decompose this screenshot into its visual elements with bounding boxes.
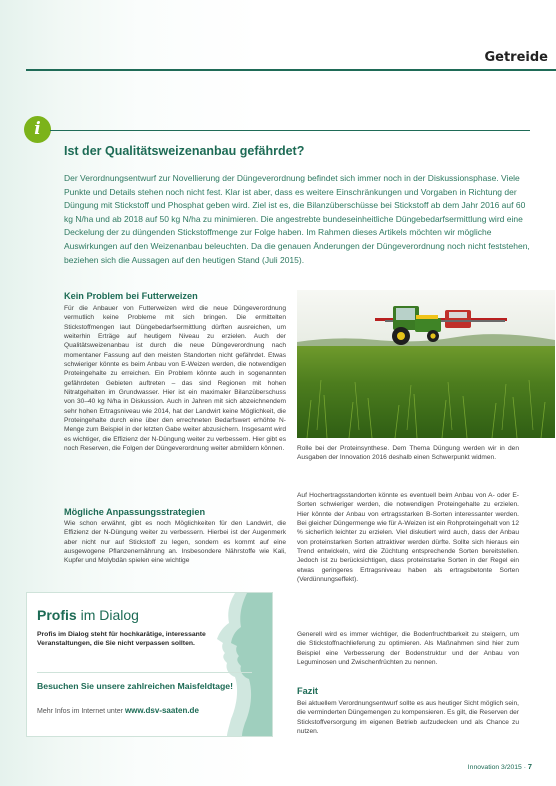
- profis-link-prefix: Mehr Infos im Internet unter: [37, 708, 125, 715]
- profis-divider: [37, 672, 252, 673]
- info-rule: [50, 130, 530, 131]
- article-lead: Der Verordnungsentwurf zur Novellierung der Düngeverordnung befindet sich immer noch in der Diskussionsphase. Viele Punkte und Details stehen noch nicht fest. Klar ist aber, dass es weitere Einschränkungen und Vorgaben in Richtung der Düngung mit Stickstoff und Phosphat geben wird. Ziel ist es, die Bilanzüberschüsse bei Stickstoff ab dem Jahr 2016 auf 60 kg N/ha und ab 2018 auf 50 kg N/ha zu minimieren. Die angestrebte bundeseinheitliche Düngebedarfsermittlung wird eine Deckelung der zu düngenden Stickstoffmenge zur Folge haben. Im Rahmen dieses Artikels möchten wir mögliche Auswirkungen auf den Weizenanbau beleuchten. Da die genauen Änderungen der Düngeverordnung noch nicht feststehen, beziehen sich die Aussagen auf den heutigen Stand (Juli 2015).: [64, 173, 530, 265]
- profis-title-bold: Profis: [37, 607, 77, 623]
- right-col-paragraph-2: Auf Hochertragsstandorten könnte es eventuell beim Anbau von A- oder E-Sorten schwieriger werden, die notwendigen Proteingehalte zu erzielen. Hier könnte der Anbau von ertragsstarken B-Sorten interessanter werden. Bei gleicher Düngermenge wie für A-Weizen ist ein Rohproteingehalt von 12 % sicherlich leichter zu erzielen. Viel diskutiert wird auch, dass der Anbau von proteinstarken Sorten attraktiver werden dürfte. Sollte sich hieraus ein Trend entwickeln, wird die Züchtung entsprechende Sorten bereitstellen. Jedoch ist zu berücksichtigen, dass proteinstarke Sorten in der Regel ein etwas geringeres Ertragsniveau haben als ertragsbetonte Sorten (Verdünnungseffekt).: [297, 492, 519, 584]
- profis-title: [37, 607, 139, 623]
- profis-title-rest: im Dialog: [76, 607, 139, 623]
- right-col-paragraph-3: Generell wird es immer wichtiger, die Bodenfruchtbarkeit zu steigern, um die Stickstoffnachlieferung zu optimieren. Als Maßnahmen sind hier zum Beispiel eine Verbesserung der Bodenstruktur und der Anbau von Leguminosen und Zwischenfrüchten zu nennen.: [297, 631, 519, 667]
- profis-im-dialog-box: [26, 592, 273, 737]
- article-title: Ist der Qualitätsweizenanbau gefährdet?: [64, 144, 305, 158]
- profis-call-to-action: Besuchen Sie unsere zahlreichen Maisfeldtage!: [37, 681, 234, 691]
- fazit-heading: Fazit: [297, 686, 318, 696]
- section-header: Getreide: [484, 50, 548, 65]
- profis-website-link[interactable]: www.dsv-saaten.de: [124, 706, 199, 715]
- right-col-paragraph-1: Rolle bei der Proteinsynthese. Dem Thema Düngung werden wir in den Ausgaben der Innovation 2016 deshalb einen Schwerpunkt widmen.: [297, 445, 519, 462]
- info-icon: i: [24, 116, 51, 143]
- section-body-anpassung: Wie schon erwähnt, gibt es noch Möglichkeiten für den Landwirt, die Effizienz der N-Düngung weiter zu verbessern. Hierbei ist der Augenmerk aber nicht nur auf Stickstoff zu legen, sondern es kommt auf eine ausgewogene Pflanzenernährung an. Insbesondere Nährstoffe wie Kali, Kupfer und Molybdän spielen eine wichtige: [64, 520, 286, 565]
- section-body-futterweizen: Für die Anbauer von Futterweizen wird die neue Düngeverordnung vermutlich keine Probleme mit sich bringen. Die ermittelten Stickstoffmengen laut Düngebedarfsermittlung dürften ausreichen, um weiterhin Erträge auf heutigem Niveau zu erzielen. Auch der Qualitätsweizenanbau ist durch die neue Düngeverordnung nach momentaner Fassung auf den meisten Standorten nicht gefährdet. Etwas schwieriger könnte es beim Anbau von E-Weizen werden, die notwendigen Proteingehalte zu erreichen. Ein Problem könnte auch in sogenannten gefährdeten Gebieten auftreten – das sind Regionen mit hohen Nitratgehalten im Grundwasser. Hier ist ein maximaler Bilanzüberschuss von 30–40 kg N/ha in Diskussion. Auch in Jahren mit sich abzeichnendem sehr hohen Ertragsniveau wie 2014, hat der Landwirt keine Möglichkeit, die Proteingehalte durch eine über den errechneten Bedarfswert erhöhte N-Menge zum Beispiel in der letzten Gabe weiter abzusichern. Insgesamt wird es wichtiger, die Effizienz der N-Düngung weiter zu verbessern. Hier gibt es noch Reserven, die Folgen der Düngeverordnung weiter abmildern können.: [64, 305, 286, 453]
- page-footer: [468, 762, 532, 771]
- header-rule: [26, 69, 556, 71]
- profis-info-line: [37, 706, 199, 715]
- page-number: 7: [527, 762, 532, 771]
- footer-label: Innovation 3/2015 ·: [467, 764, 528, 771]
- section-heading-anpassung: Mögliche Anpassungsstrategien: [64, 507, 206, 517]
- fazit-body: Bei aktuellem Verordnungsentwurf sollte es aus heutiger Sicht möglich sein, die verminderten Düngemengen zu kompensieren. Es gilt, die Reserven der Stickstoffversorgung im eigenen Betrieb aufzudecken und als Chance zu nutzen.: [297, 700, 519, 736]
- tractor-field-illustration: [297, 290, 555, 438]
- profis-description: Profis im Dialog steht für hochkarätige, interessante Veranstaltungen, die Sie nicht verpassen sollten.: [37, 631, 206, 648]
- tractor-field-photo: [297, 290, 555, 438]
- section-heading-futterweizen: Kein Problem bei Futterweizen: [64, 291, 198, 301]
